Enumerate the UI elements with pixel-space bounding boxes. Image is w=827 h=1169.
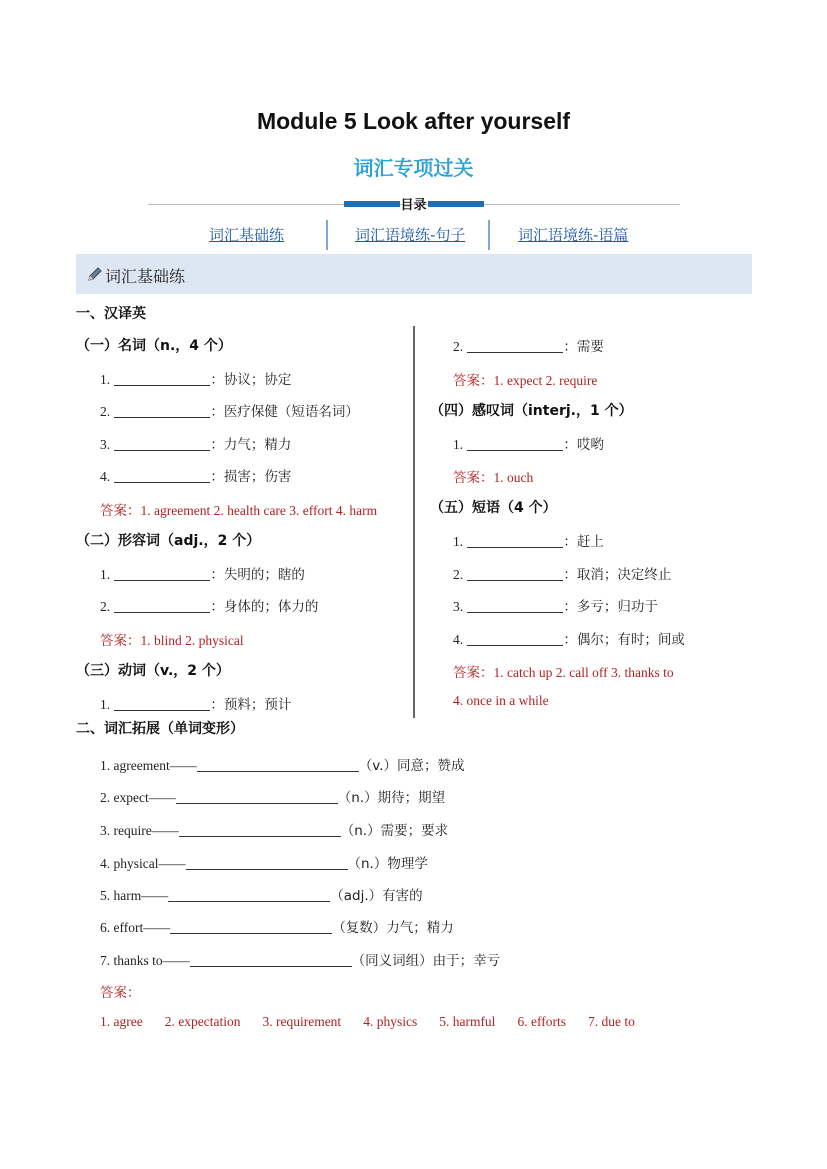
derivation-item-3: 3. require—— （n.）需要；要求: [100, 823, 449, 839]
answer-blank[interactable]: [114, 436, 210, 451]
part2-title: 二、词汇拓展（单词变形）: [76, 721, 244, 737]
answer-blank[interactable]: [179, 822, 341, 837]
derivation-item-6: 6. effort—— （复数）力气；精力: [100, 920, 454, 936]
verbs-heading: （三）动词（v.，2 个）: [76, 663, 230, 679]
toc-link-basic[interactable]: 词汇基础练: [209, 226, 285, 244]
answer-blank[interactable]: [467, 631, 563, 646]
answer-blank[interactable]: [168, 887, 330, 902]
noun-item-1: 1. ：协议；协定: [100, 372, 292, 388]
answer-blank[interactable]: [467, 533, 563, 548]
answer-blank[interactable]: [114, 468, 210, 483]
adjs-heading: （二）形容词（adj.，2 个）: [76, 533, 261, 549]
answer-item: 1. agree: [100, 1014, 143, 1029]
answer-blank[interactable]: [114, 403, 210, 418]
derivation-item-5: 5. harm—— （adj.）有害的: [100, 888, 423, 904]
verbs-answer: 答案：1. expect 2. require: [453, 373, 598, 388]
noun-item-2: 2. ：医疗保健（短语名词）: [100, 404, 359, 420]
nouns-answer: 答案：1. agreement 2. health care 3. effort 4. harm: [100, 503, 378, 518]
verb-item-2: 2. ：需要: [453, 339, 604, 355]
part2-answers: [100, 1014, 657, 1030]
phrases-answer-cont: 4. once in a while: [453, 693, 549, 708]
derivation-item-1: 1. agreement—— （v.）同意；赞成: [100, 758, 465, 774]
answer-blank[interactable]: [190, 952, 352, 967]
derivation-item-4: 4. physical—— （n.）物理学: [100, 856, 428, 872]
answer-item: 2. expectation: [164, 1014, 241, 1029]
answer-blank[interactable]: [467, 566, 563, 581]
section-title: 词汇基础练: [105, 267, 186, 286]
answer-blank[interactable]: [186, 855, 348, 870]
phrase-item-3: 3. ：多亏；归功于: [453, 599, 658, 615]
answer-item: 5. harmful: [439, 1014, 496, 1029]
part2-answer-label: 答案：: [100, 985, 141, 1001]
pencil-icon: [86, 265, 104, 287]
answer-blank[interactable]: [176, 789, 338, 804]
answer-blank[interactable]: [170, 919, 332, 934]
phrases-answer: 答案：1. catch up 2. call off 3. thanks to: [453, 665, 674, 680]
answer-item: 3. requirement: [262, 1014, 342, 1029]
answer-blank[interactable]: [467, 436, 563, 451]
part1-title: 一、汉译英: [76, 306, 146, 322]
toc-label: 目录: [400, 198, 427, 213]
phrase-item-2: 2. ：取消；决定终止: [453, 567, 672, 583]
answer-blank[interactable]: [467, 598, 563, 613]
answer-blank[interactable]: [114, 598, 210, 613]
phrase-item-1: 1. ：赶上: [453, 534, 604, 550]
answer-blank[interactable]: [467, 338, 563, 353]
phrases-heading: （五）短语（4 个）: [430, 500, 557, 516]
answer-item: 7. due to: [587, 1014, 635, 1029]
derivation-item-7: 7. thanks to—— （同义词组）由于；幸亏: [100, 953, 501, 969]
toc-link-sentence[interactable]: 词汇语境练-句子: [355, 226, 466, 244]
column-divider: [413, 326, 415, 718]
adj-item-1: 1. ：失明的；瞎的: [100, 567, 305, 583]
answer-blank[interactable]: [114, 566, 210, 581]
answer-item: 4. physics: [363, 1014, 418, 1029]
answer-blank[interactable]: [114, 371, 210, 386]
interj-item-1: 1. ：哎哟: [453, 437, 604, 453]
page-subtitle: 词汇专项过关: [353, 156, 474, 180]
verb-item-1: 1. ：预料；预计: [100, 697, 292, 713]
toc-separator: [326, 220, 328, 250]
nouns-heading: （一）名词（n.，4 个）: [76, 338, 232, 354]
phrase-item-4: 4. ：偶尔；有时；间或: [453, 632, 685, 648]
answer-blank[interactable]: [114, 696, 210, 711]
answer-blank[interactable]: [197, 757, 359, 772]
adj-item-2: 2. ：身体的；体力的: [100, 599, 319, 615]
adjs-answer: 答案：1. blind 2. physical: [100, 633, 244, 648]
page-title: Module 5 Look after yourself: [256, 108, 571, 134]
noun-item-4: 4. ：损害；伤害: [100, 469, 292, 485]
noun-item-3: 3. ：力气；精力: [100, 437, 292, 453]
derivation-item-2: 2. expect—— （n.）期待；期望: [100, 790, 446, 806]
toc-link-passage[interactable]: 词汇语境练-语篇: [518, 226, 629, 244]
answer-item: 6. efforts: [517, 1014, 566, 1029]
interj-answer: 答案：1. ouch: [453, 470, 534, 485]
interj-heading: （四）感叹词（interj.，1 个）: [430, 403, 633, 419]
toc-separator: [488, 220, 490, 250]
